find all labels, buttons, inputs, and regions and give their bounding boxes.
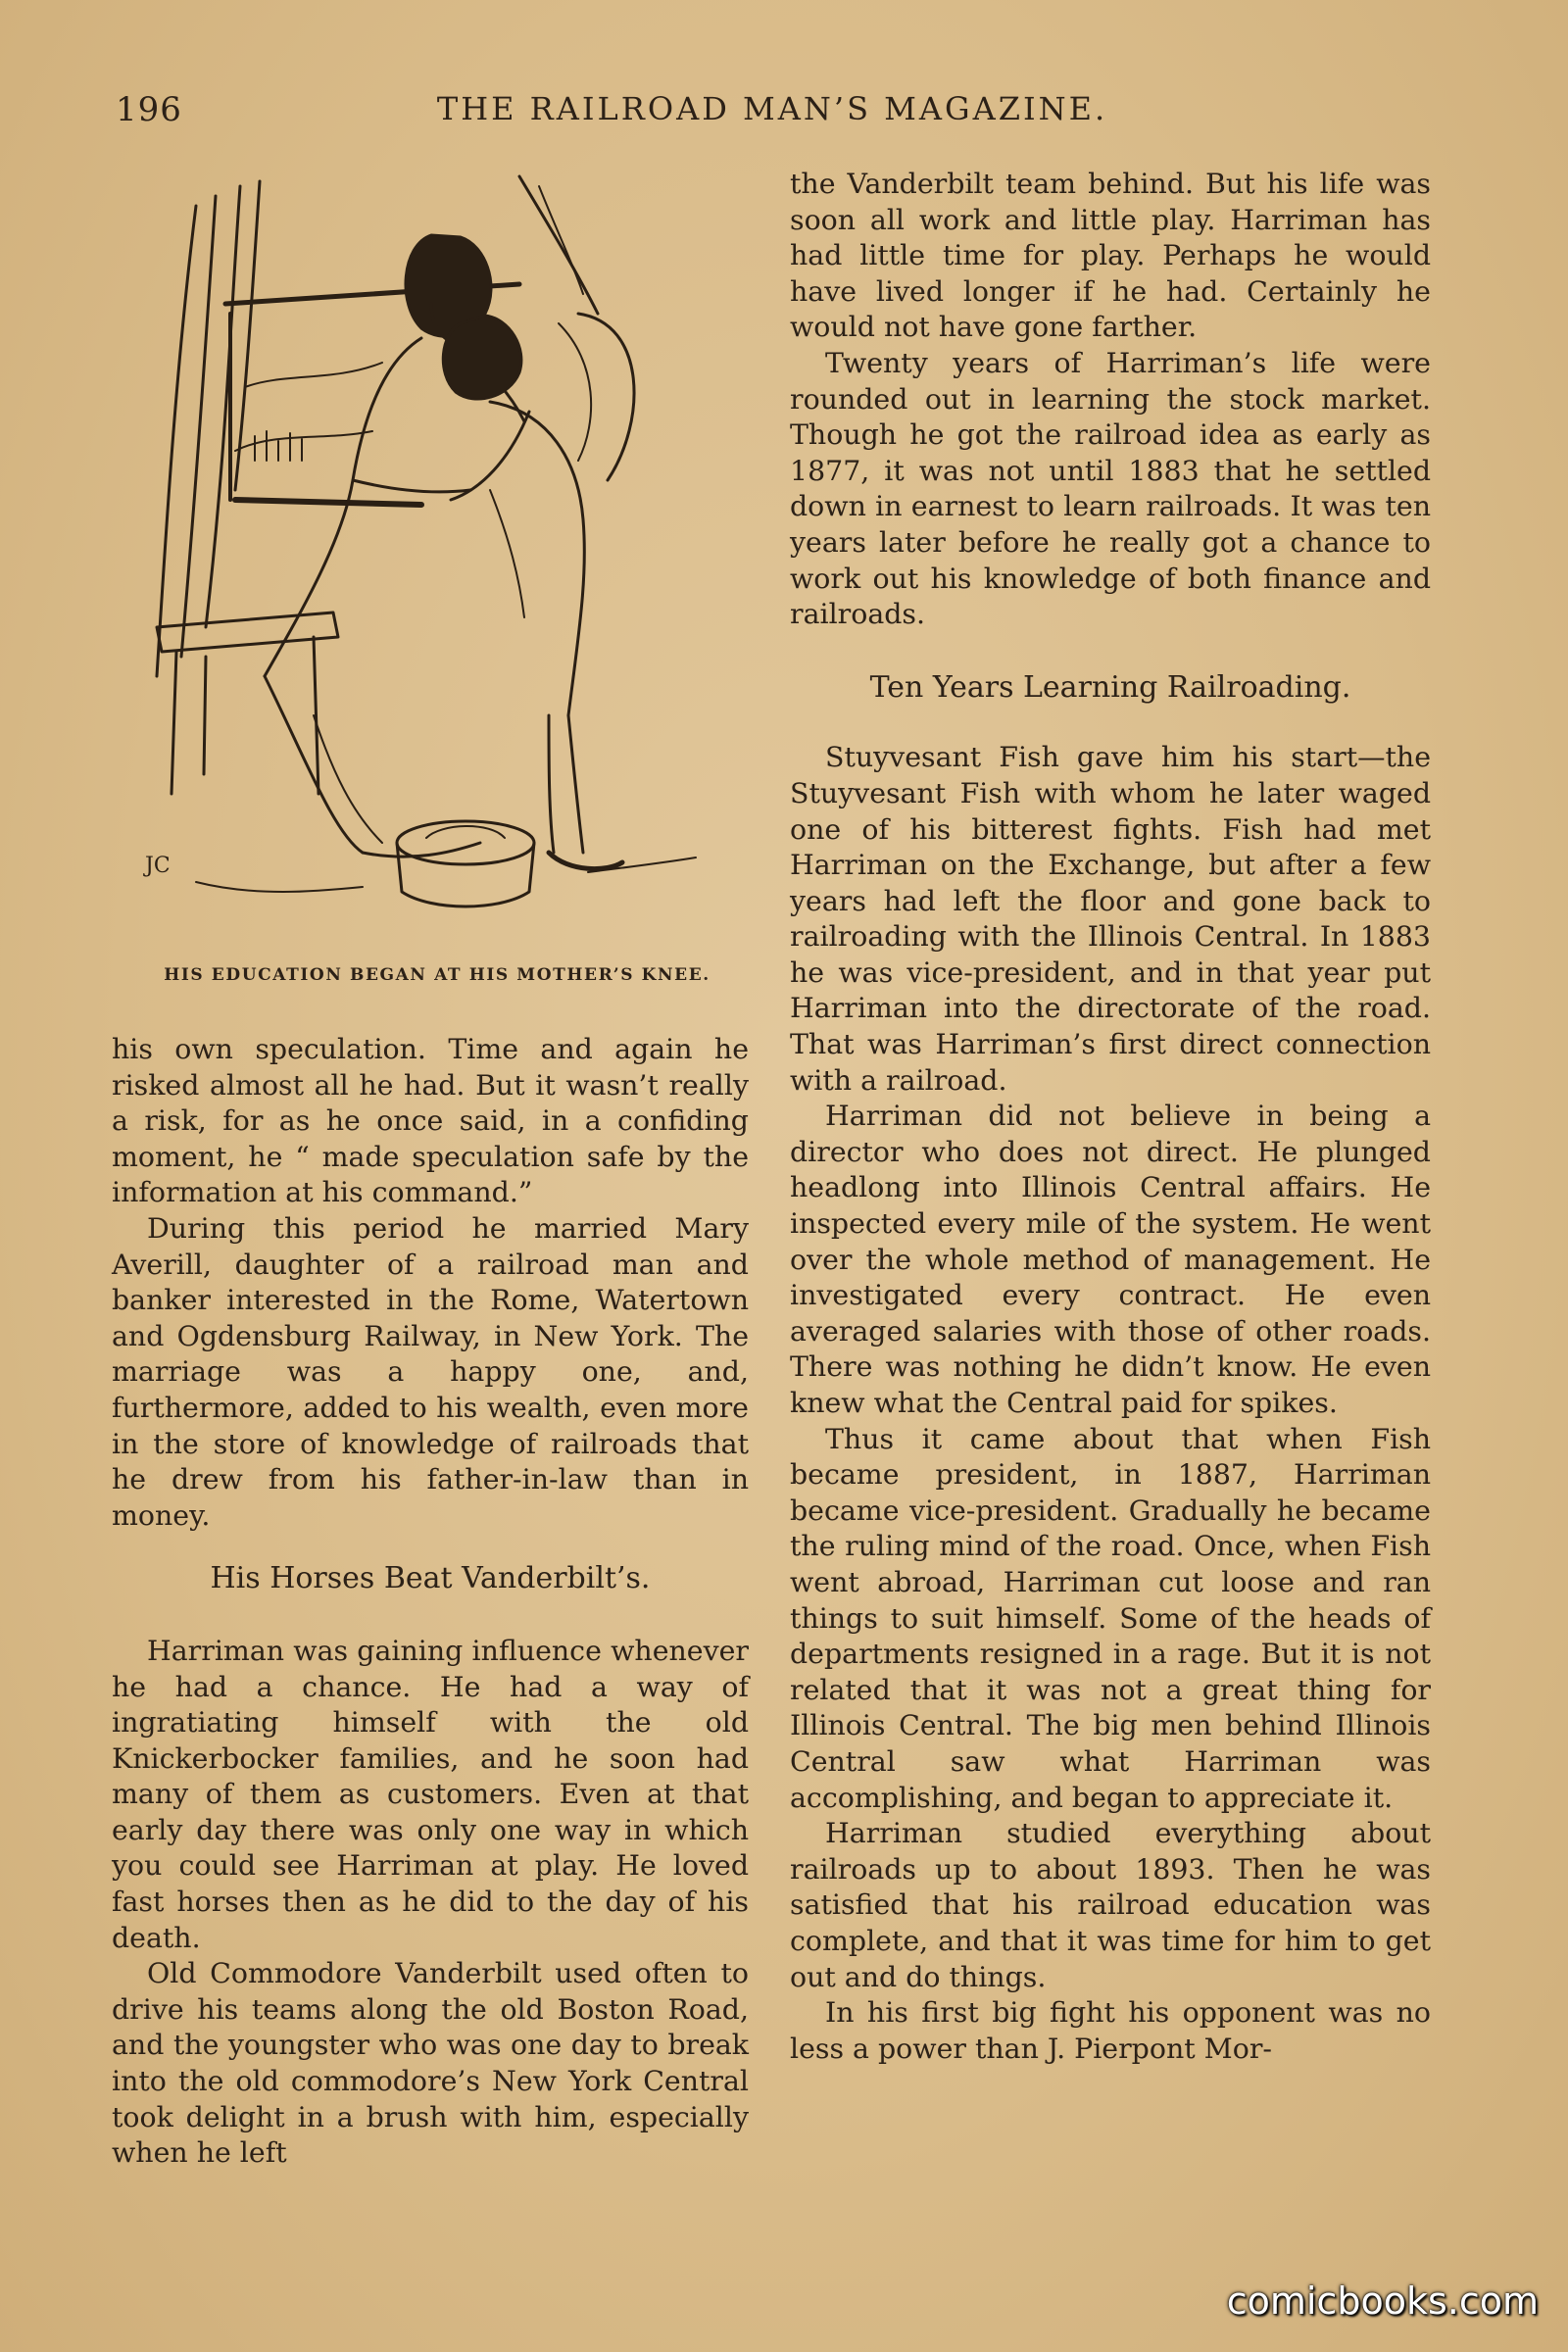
paragraph: Thus it came about that when Fish became president, in 1887, Harriman became vice-president. Gradually he became the ruling mind of the road. Once, when Fish went abroad, Harriman cut loose and ran things to suit himself. Some of the heads of departments resigned in a rage. But it is not related that it was not a great thing for Illinois Central. The big men behind Illinois Central saw what Harriman was accomplishing, and began to appreciate it. [790,1422,1431,1814]
paragraph: Twenty years of Harriman’s life were rounded out in learning the stock market. Though he got the railroad idea as early as 1877, it was not until 1883 that he settled down in earnest to learn railroads. It was ten years later before he really got a chance to work out his knowledge of both finance and railroads. [790,346,1431,631]
paragraph: Harriman studied everything about railroads up to about 1893. Then he was satisfied that his railroad education was complete, and that it was time for him to get out and do things. [790,1817,1431,1993]
section-heading: Ten Years Learning Railroading. [869,669,1351,705]
illustration-mother-and-child [137,167,745,941]
paragraph: Stuyvesant Fish gave him his start—the Stuyvesant Fish with whom he later waged one of his bitterest fights. Fish had met Harriman on the Exchange, but after a few years had left the floor and gone back to railroading with the Illinois Central. In 1883 he was vice-president, and in that year put Harriman into the directorate of the road. That was Harriman’s first direct connection with a railroad. [790,741,1431,1097]
paragraph: Harriman did not believe in being a director who does not direct. He plunged headlong into Illinois Central affairs. He inspected every mile of the system. He went over the whole method of management. He investigated every contract. He even averaged salaries with those of other roads. There was nothing he didn’t know. He even knew what the Central paid for spikes. [790,1100,1431,1419]
right-column-text [790,167,1431,2067]
paragraph: his own speculation. Time and again he risked almost all he had. But it wasn’t really a risk, for as he once said, in a confiding moment, he “ made speculation safe by the information at his command.” [112,1033,749,1209]
watermark-logo: comicbooks.com [1226,2279,1539,2323]
illustrator-signature: JC [145,854,171,878]
page-header [116,90,1429,139]
left-column-text [112,1032,749,2172]
paragraph: In his first big fight his opponent was no less a power than J. Pierpont Mor- [790,1996,1431,2065]
section-heading: His Horses Beat Vanderbilt’s. [210,1561,651,1596]
paragraph: During this period he married Mary Averill, daughter of a railroad man and banker interested in the Rome, Watertown and Ogdensburg Railway, in New York. The marriage was a happy one, and, furthermore, added to his wealth, even more in the store of knowledge of railroads that he drew from his father-in-law than in money. [112,1211,749,1532]
running-head: THE RAILROAD MAN’S MAGAZINE. [436,90,1108,127]
paragraph: Old Commodore Vanderbilt used often to drive his teams along the old Boston Road, and the youngster who was one day to break into the old commodore’s New York Central took delight in a brush with him, especially when he left [112,1957,749,2170]
paragraph: the Vanderbilt team behind. But his life was soon all work and little play. Harriman has had little time for play. Perhaps he would have lived longer if he had. Certainly he would not have gone farther. [790,168,1431,344]
illustration-caption: HIS EDUCATION BEGAN AT HIS MOTHER’S KNEE. [164,965,710,985]
paragraph: Harriman was gaining influence whenever he had a chance. He had a way of ingratiating himself with the old Knickerbocker families, and he soon had many of them as customers. Even at that early day there was only one way in which you could see Harriman at play. He loved fast horses then as he did to the day of his death. [112,1634,749,1954]
page-number: 196 [116,90,182,129]
